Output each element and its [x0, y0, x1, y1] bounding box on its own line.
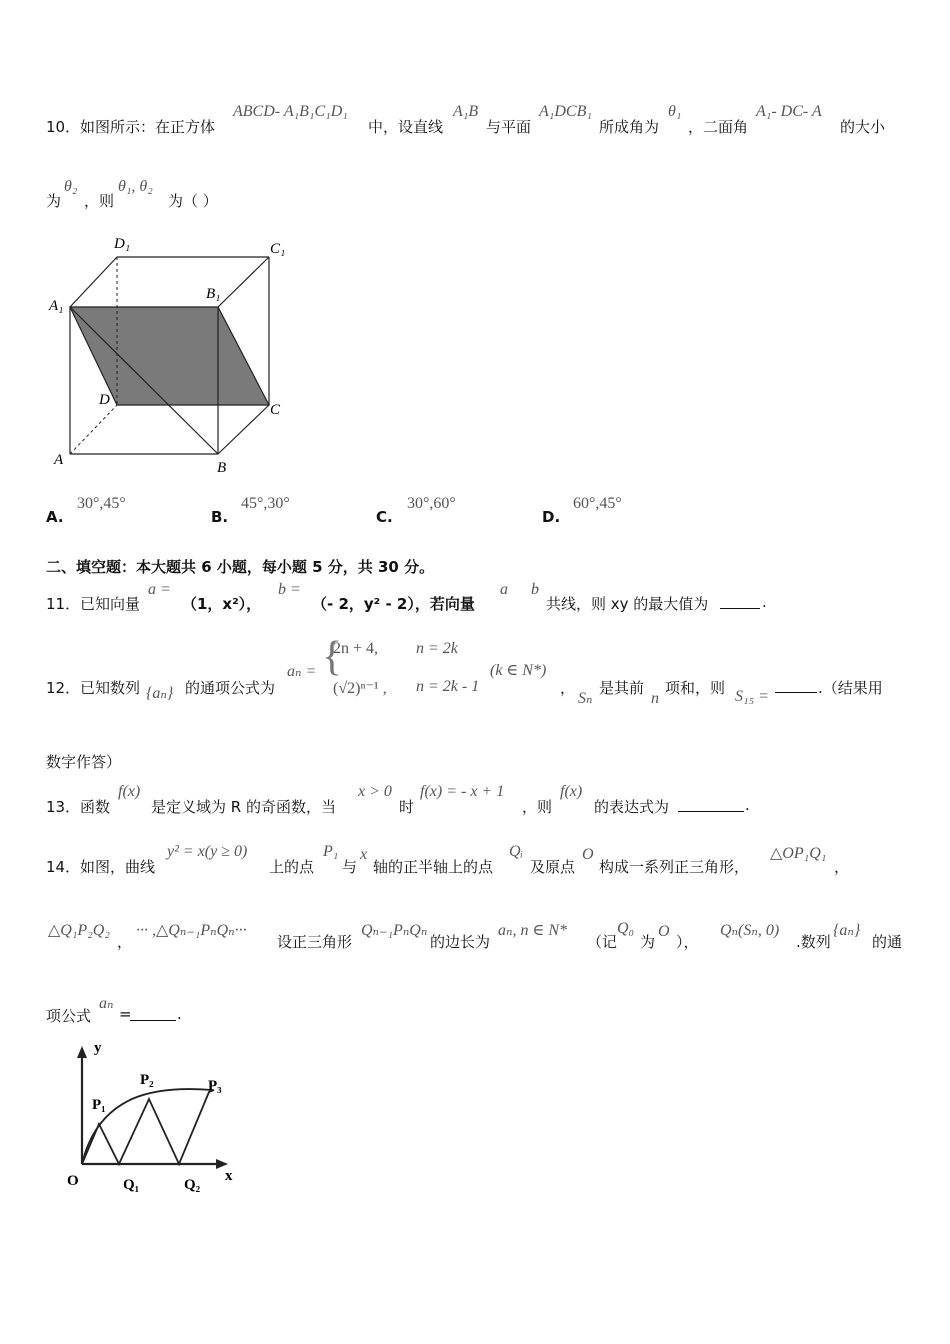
label-b: B: [217, 460, 227, 476]
q14-text-3: 与: [342, 858, 358, 876]
q12-text-3: ，: [560, 679, 576, 697]
q10-text-9: 为（ ）: [168, 192, 218, 210]
option-d-letter: D.: [542, 508, 561, 526]
q14-text-6: 构成一系列正三角形，: [599, 858, 750, 876]
q14-math-qi: Qᵢ: [509, 843, 524, 860]
option-c-letter: C.: [376, 508, 393, 526]
q14-number: 14．: [46, 858, 81, 876]
q13-text-4: ，则: [522, 798, 553, 816]
q12-text-7: 数字作答）: [46, 753, 122, 771]
label-a1: A₁: [49, 298, 64, 314]
q12-math-an: aₙ =: [287, 663, 317, 680]
q14-text-10: 的边长为: [430, 933, 491, 951]
q14-text-5: 及原点: [530, 858, 576, 876]
q14-math-qn: Qₙ(Sₙ, 0): [720, 922, 780, 939]
label-a: A: [54, 452, 64, 468]
label-q1: Q₁: [123, 1177, 140, 1193]
q14-text-16: 项公式: [46, 1007, 92, 1025]
label-p2: P₂: [140, 1072, 154, 1088]
q10-number: 10．: [46, 118, 81, 136]
q10-math-thetas: θ₁, θ₂: [118, 178, 153, 195]
q11-math-b2: b: [531, 581, 539, 598]
q13-math-def: f(x) = - x + 1: [420, 783, 505, 800]
q12-case1-cond: n = 2k: [416, 640, 458, 657]
label-d1: D₁: [114, 236, 131, 252]
q14-math-curve: y² = x(y ≥ 0): [167, 843, 248, 860]
q10-text-4: 所成角为: [599, 118, 660, 136]
q13-text-2: 是定义域为 R 的奇函数，当: [151, 798, 336, 816]
label-d: D: [99, 392, 110, 408]
label-q2: Q₂: [184, 1177, 201, 1193]
option-a-letter: A.: [46, 508, 64, 526]
q14-text-18: .: [177, 1005, 182, 1023]
q13-text-3: 时: [399, 798, 415, 816]
label-c1: C₁: [270, 241, 286, 257]
q12-case2-cond: n = 2k - 1: [416, 678, 480, 695]
q10-text-3: 与平面: [486, 118, 532, 136]
q14-math-tri1: △OP₁Q₁: [770, 845, 827, 862]
q10-text-2: 中，设直线: [368, 118, 444, 136]
q11-math-a2: a: [500, 581, 508, 598]
q12-math-sn: Sₙ: [578, 690, 593, 707]
q14-text-15: 的通: [872, 933, 903, 951]
option-c-value: 30°,60°: [407, 495, 456, 512]
q13-math-cond: x > 0: [358, 783, 392, 800]
q10-math-line: A₁B: [453, 103, 479, 120]
q10-math-plane: A₁DCB₁: [539, 103, 592, 120]
q13-answer-blank[interactable]: [678, 811, 744, 812]
q10-math-theta2: θ₂: [64, 178, 78, 195]
q13-number: 13．: [46, 798, 81, 816]
q14-text-7: ，: [834, 858, 850, 876]
q11-number: 11．: [46, 595, 81, 613]
q14-text-13: ），: [676, 933, 699, 951]
q10-text-5: ，二面角: [688, 118, 749, 136]
option-a-value: 30°,45°: [77, 495, 126, 512]
q10-math-theta1: θ₁: [668, 103, 682, 120]
q11-math-a: a =: [148, 581, 171, 598]
q14-text-17: =: [119, 1005, 132, 1023]
q12-math-k: (k ∈ N*): [490, 662, 547, 679]
label-b1: B₁: [206, 286, 221, 302]
q14-math-o: O: [582, 846, 594, 863]
q14-text-9: 设正三角形: [277, 933, 353, 951]
label-y: y: [94, 1042, 102, 1056]
q11-text-1: 已知向量: [80, 595, 141, 613]
q12-number: 12．: [46, 679, 81, 697]
q14-math-tri2: △Q₁P₂Q₂: [48, 922, 110, 939]
label-x: x: [225, 1168, 233, 1184]
q14-text-12: 为: [640, 933, 656, 951]
q14-math-o2: O: [658, 923, 670, 940]
q14-math-an2: aₙ: [99, 995, 114, 1012]
q12-math-n: n: [651, 690, 659, 707]
q14-text-14: .数列: [796, 933, 831, 951]
q12-case2-expr: (√2)ⁿ⁻¹ ,: [333, 680, 387, 697]
q12-case1-expr: 2n + 4,: [333, 640, 379, 657]
q13-math-fx2: f(x): [560, 783, 583, 800]
q10-text-7: 为: [46, 192, 62, 210]
q14-answer-blank[interactable]: [130, 1020, 176, 1021]
q12-answer-blank[interactable]: [775, 692, 817, 693]
q13-text-1: 函数: [80, 798, 111, 816]
q14-math-q0: Q₀: [617, 920, 635, 937]
q14-text-8: ，: [117, 933, 133, 951]
triangle-figure: [52, 1042, 252, 1202]
q12-text-1: 已知数列: [80, 679, 141, 697]
q14-text-4: 轴的正半轴上的点: [373, 858, 494, 876]
option-b-letter: B.: [211, 508, 229, 526]
q14-math-x: x: [360, 846, 368, 863]
q11-text-4: 共线，则 xy 的最大值为: [546, 595, 709, 613]
q14-math-tri-n: Qₙ₋₁PₙQₙ: [361, 922, 428, 939]
label-o: O: [67, 1173, 79, 1189]
q12-math-seq: {aₙ}: [146, 685, 174, 702]
cube-figure: [44, 232, 304, 482]
label-c: C: [270, 402, 281, 418]
q10-text-8: ，则: [84, 192, 115, 210]
q14-math-trin: ··· ,△Qₙ₋₁PₙQₙ···: [136, 922, 247, 939]
q12-brace: {: [322, 634, 343, 680]
q12-text-2: 的通项公式为: [185, 679, 276, 697]
q10-math-dihedral: A₁- DC- A: [756, 103, 822, 120]
q14-math-p1: P₁: [323, 843, 339, 860]
q12-text-4: 是其前: [599, 679, 645, 697]
label-p3: P₃: [208, 1078, 222, 1094]
q11-answer-blank[interactable]: [720, 608, 760, 609]
q12-text-5: 项和，则: [665, 679, 726, 697]
q12-math-s15: S₁₅ =: [735, 688, 769, 705]
option-d-value: 60°,45°: [573, 495, 622, 512]
q13-text-6: .: [745, 796, 750, 814]
shaded-plane: [70, 307, 269, 405]
q10-text-1: 如图所示：在正方体: [80, 118, 216, 136]
option-b-value: 45°,30°: [241, 495, 290, 512]
q10-text-6: 的大小: [840, 118, 886, 136]
q14-text-2: 上的点: [269, 858, 315, 876]
q12-text-6: .（结果用: [818, 679, 883, 697]
q13-math-fx: f(x): [118, 783, 141, 800]
q13-text-5: 的表达式为: [594, 798, 670, 816]
label-p1: P₁: [92, 1097, 106, 1113]
q11-text-2: （1，x²），: [182, 595, 262, 613]
q14-text-11: （记: [587, 933, 618, 951]
section-heading: 二、填空题：本大题共 6 小题，每小题 5 分，共 30 分。: [46, 558, 435, 576]
q10-math-cube: ABCD- A₁B₁C₁D₁: [233, 103, 348, 120]
q14-text-1: 如图，曲线: [80, 858, 156, 876]
q11-text-5: .: [762, 593, 767, 611]
q11-math-b: b =: [278, 581, 301, 598]
q11-text-3: （- 2，y² - 2），若向量: [312, 595, 475, 613]
q14-math-seq: {aₙ}: [833, 922, 861, 939]
q14-math-an: aₙ, n ∈ N*: [498, 922, 567, 939]
